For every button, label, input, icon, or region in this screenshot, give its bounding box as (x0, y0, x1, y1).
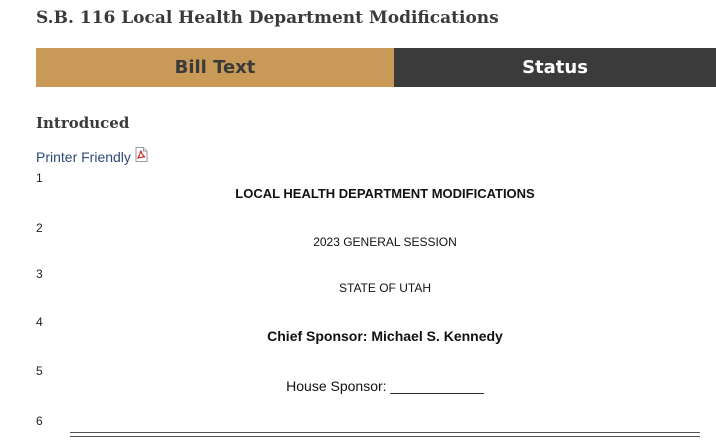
page-title: S.B. 116 Local Health Department Modifications (36, 8, 499, 28)
bill-short-title: LOCAL HEALTH DEPARTMENT MODIFICATIONS (235, 186, 535, 201)
chief-sponsor-line: Chief Sponsor: Michael S. Kennedy (267, 328, 503, 344)
line-number: 5 (36, 364, 43, 378)
section-divider (70, 432, 700, 437)
line-number: 2 (36, 221, 43, 235)
printer-friendly-link[interactable] (36, 149, 148, 165)
line-number: 3 (36, 267, 43, 281)
line-number: 4 (36, 315, 43, 329)
house-sponsor-line: House Sponsor: ____________ (286, 378, 484, 394)
line-number: 1 (36, 171, 43, 185)
session-line: 2023 GENERAL SESSION (313, 235, 457, 249)
line-number: 6 (36, 414, 43, 428)
pdf-icon[interactable] (135, 147, 148, 165)
printer-friendly-label: Printer Friendly (36, 149, 131, 165)
tab-bill-text[interactable]: Bill Text (36, 48, 394, 87)
bill-tabs (36, 48, 716, 87)
version-heading: Introduced (36, 114, 130, 132)
state-line: STATE OF UTAH (339, 281, 431, 295)
tab-status[interactable]: Status (394, 48, 716, 87)
